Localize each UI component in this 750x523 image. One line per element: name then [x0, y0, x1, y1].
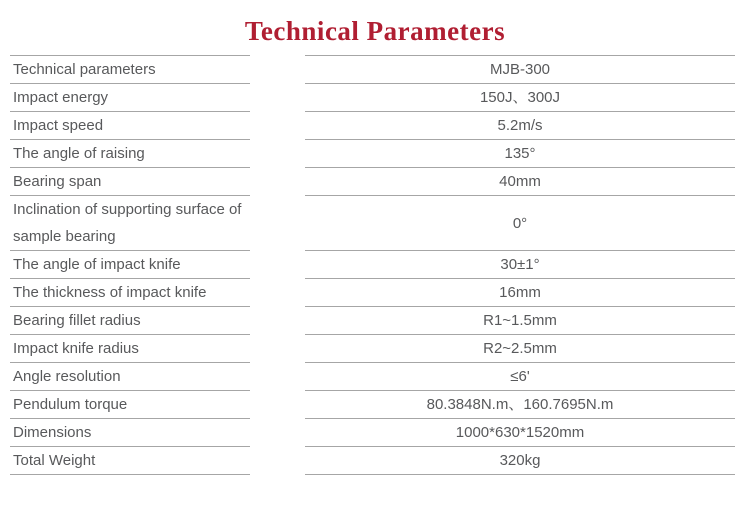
- param-value: 0°: [305, 195, 735, 250]
- table-row: [10, 195, 735, 250]
- table-row: [10, 55, 735, 83]
- table-row: [10, 334, 735, 362]
- param-value: MJB-300: [305, 55, 735, 83]
- param-value: 320kg: [305, 446, 735, 475]
- table-row: [10, 83, 735, 111]
- param-name: Pendulum torque: [10, 390, 250, 418]
- table-row: [10, 278, 735, 306]
- table-row: [10, 362, 735, 390]
- param-value: 30±1°: [305, 250, 735, 278]
- param-value: 40mm: [305, 167, 735, 195]
- table-row: [10, 167, 735, 195]
- param-name: Impact speed: [10, 111, 250, 139]
- table-row: [10, 446, 735, 475]
- param-value: 1000*630*1520mm: [305, 418, 735, 446]
- param-value: 150J、300J: [305, 83, 735, 111]
- param-name: Impact energy: [10, 83, 250, 111]
- param-name: The angle of impact knife: [10, 250, 250, 278]
- param-name: The thickness of impact knife: [10, 278, 250, 306]
- table-row: [10, 111, 735, 139]
- table-row: [10, 250, 735, 278]
- param-name: Inclination of supporting surface of sample bearing: [10, 195, 250, 250]
- table-row: [10, 139, 735, 167]
- param-name: Impact knife radius: [10, 334, 250, 362]
- param-name: Technical parameters: [10, 55, 250, 83]
- param-value: 80.3848N.m、160.7695N.m: [305, 390, 735, 418]
- param-name: Bearing fillet radius: [10, 306, 250, 334]
- param-value: 135°: [305, 139, 735, 167]
- param-value: ≤6': [305, 362, 735, 390]
- param-name: Total Weight: [10, 446, 250, 475]
- param-value: R1~1.5mm: [305, 306, 735, 334]
- table-row: [10, 418, 735, 446]
- param-value: 5.2m/s: [305, 111, 735, 139]
- param-value: 16mm: [305, 278, 735, 306]
- param-name: Angle resolution: [10, 362, 250, 390]
- param-value: R2~2.5mm: [305, 334, 735, 362]
- table-row: [10, 306, 735, 334]
- table-row: [10, 390, 735, 418]
- param-name: The angle of raising: [10, 139, 250, 167]
- page-title: Technical Parameters: [244, 16, 506, 46]
- parameters-table: [10, 55, 735, 475]
- param-name: Dimensions: [10, 418, 250, 446]
- param-name: Bearing span: [10, 167, 250, 195]
